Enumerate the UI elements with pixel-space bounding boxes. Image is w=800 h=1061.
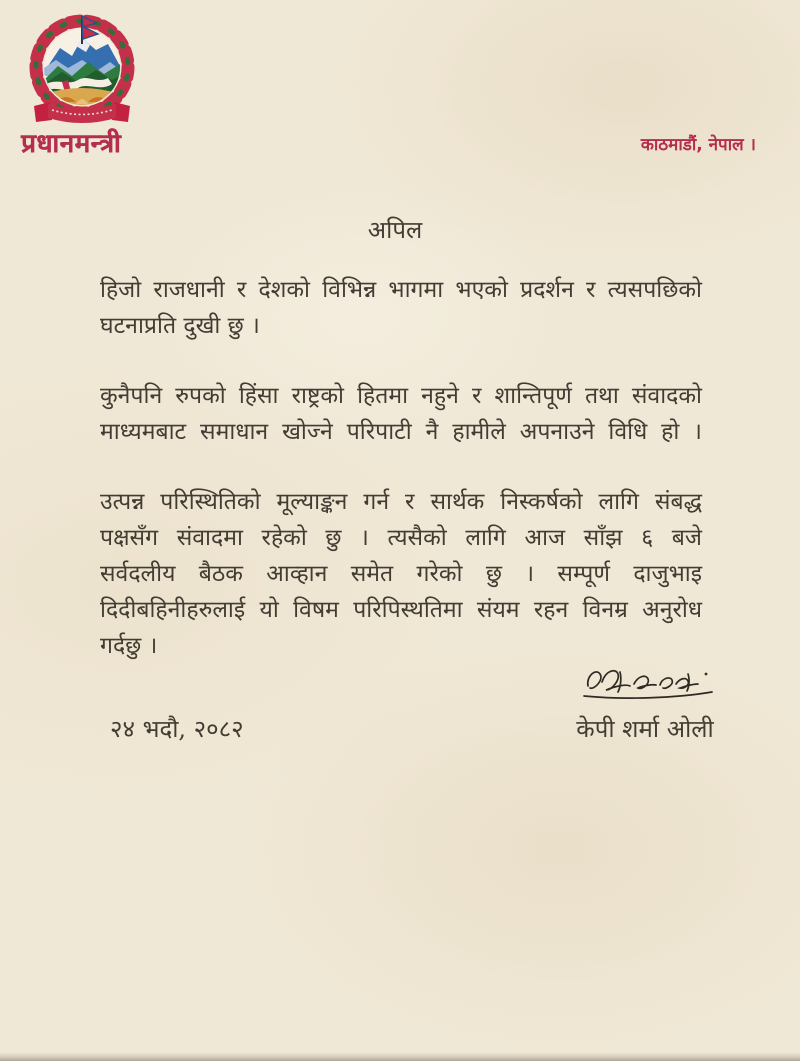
signatory-name: केपी शर्मा ओली (576, 715, 714, 743)
paragraph (100, 484, 702, 664)
letterhead-location: काठमाडौं, नेपाल । (640, 135, 756, 155)
letter-date: २४ भदौ, २०८२ (110, 715, 244, 743)
letter-line: पक्षसँग संवादमा रहेको छु । त्यसैको लागि आज साँझ ६ बजे (100, 525, 702, 551)
letter-body (100, 272, 702, 698)
letter-line: उत्पन्न परिस्थितिको मूल्याङ्कन गर्न र सार्थक निस्कर्षको लागि संबद्ध (100, 489, 702, 515)
letter-line: हिजो राजधानी र देशको विभिन्न भागमा भएको प्रदर्शन र त्यसपछिको (100, 277, 702, 303)
paragraph (100, 378, 702, 450)
signature (576, 660, 734, 712)
nepal-emblem-logo (16, 10, 148, 136)
emblem-ribbon (34, 102, 130, 123)
letter-line: कुनैपनि रुपको हिंसा राष्ट्रको हितमा नहुने र शान्तिपूर्ण तथा संवादको (100, 383, 702, 409)
letter-line: दिदीबहिनीहरुलाई यो विषम परिपिस्थतिमा संयम रहन विनम्र अनुरोध (100, 597, 702, 623)
letter-line: घटनाप्रति दुखी छु । (100, 313, 260, 339)
letter-line: गर्दछु । (100, 633, 158, 659)
office-title: प्रधानमन्त्री (21, 129, 122, 159)
letter-title: अपिल (367, 216, 423, 244)
letter-line: सर्वदलीय बैठक आव्हान समेत गरेको छु । सम्पूर्ण दाजुभाइ (100, 561, 702, 587)
paragraph (100, 272, 702, 344)
letter-line: माध्यमबाट समाधान खोज्ने परिपाटी नै हामीले अपनाउने विधि हो । (100, 419, 702, 445)
